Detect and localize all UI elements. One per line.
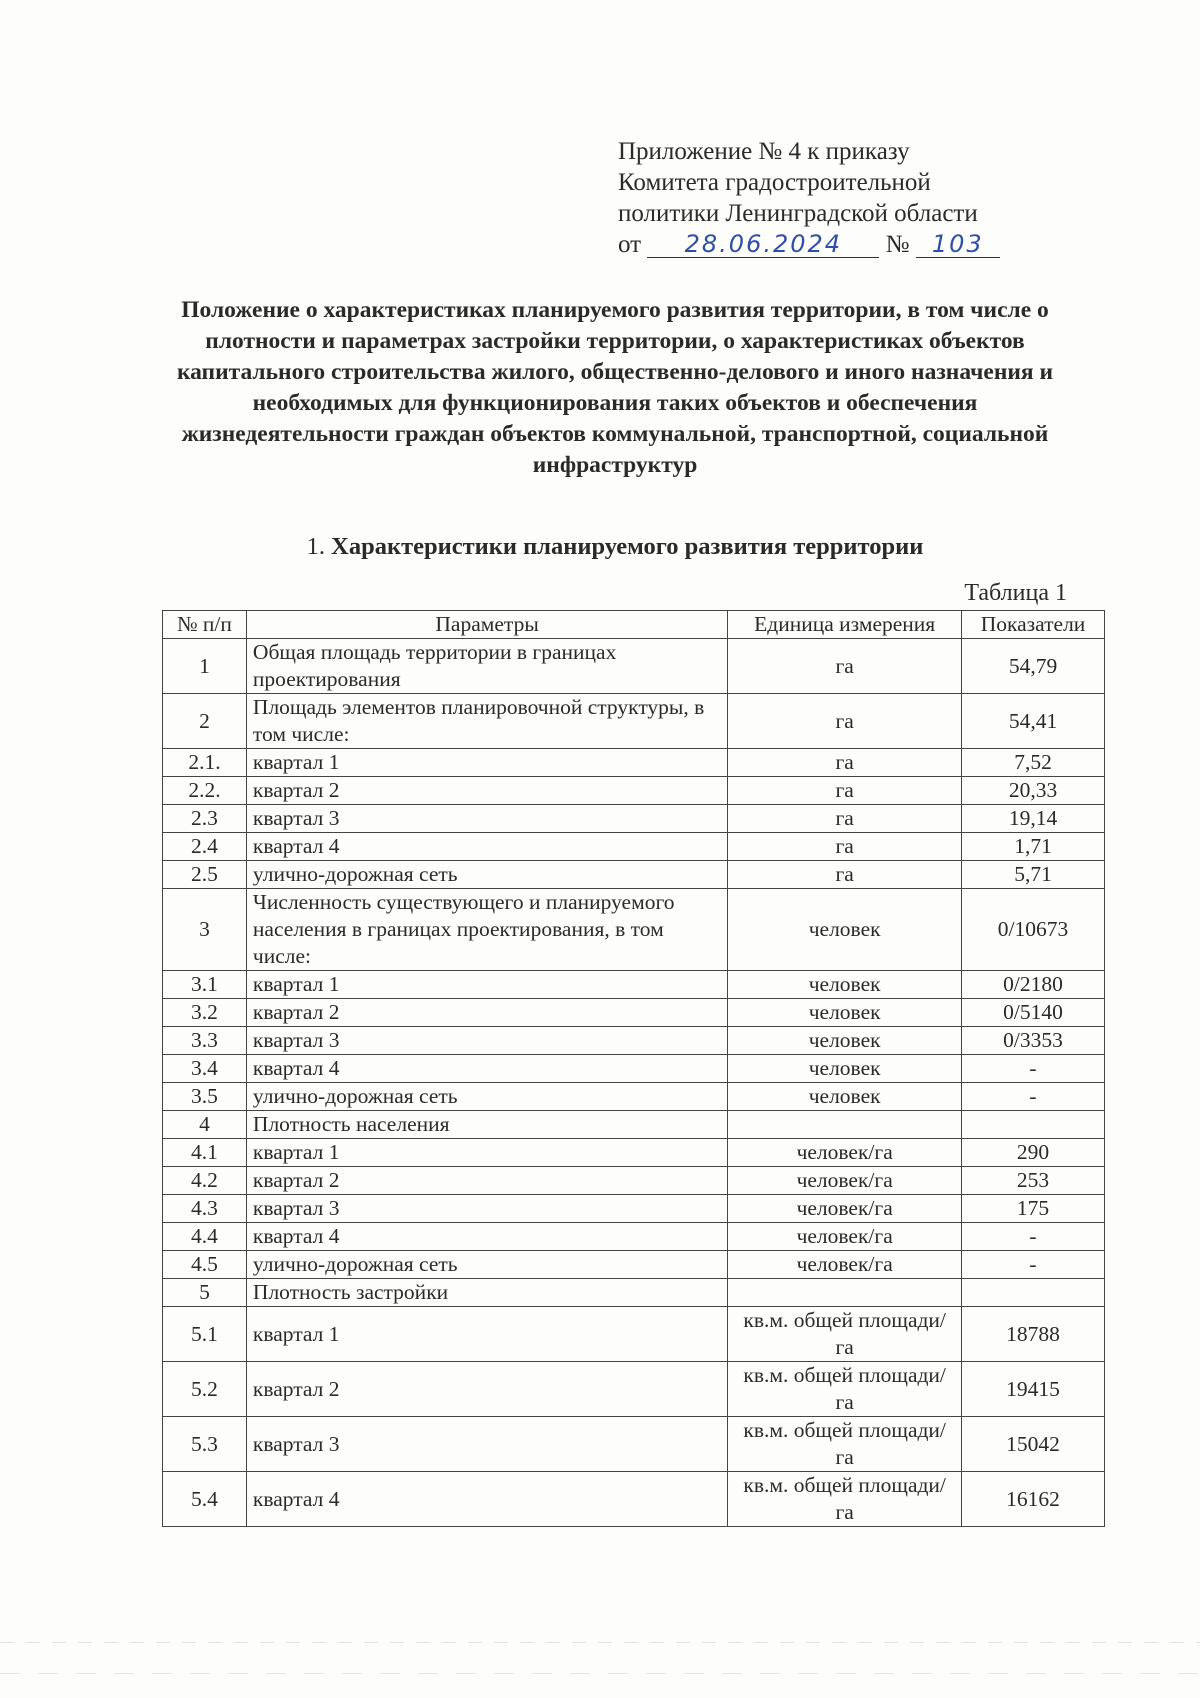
row-unit: человек xyxy=(728,889,962,971)
row-number: 2.4 xyxy=(163,833,247,861)
row-value: 20,33 xyxy=(962,777,1105,805)
row-number: 3.3 xyxy=(163,1027,247,1055)
row-value: 290 xyxy=(962,1139,1105,1167)
row-value: 0/10673 xyxy=(962,889,1105,971)
row-unit: кв.м. общей площади/га xyxy=(728,1362,962,1417)
row-number: 2.1. xyxy=(163,749,247,777)
row-unit: га xyxy=(728,833,962,861)
row-number: 3.4 xyxy=(163,1055,247,1083)
row-value: 0/5140 xyxy=(962,999,1105,1027)
row-parameter: квартал 1 xyxy=(246,1307,727,1362)
row-number: 5.3 xyxy=(163,1417,247,1472)
table-row xyxy=(163,639,1105,694)
row-parameter: квартал 3 xyxy=(246,805,727,833)
section-title xyxy=(150,533,1080,561)
row-unit: га xyxy=(728,805,962,833)
row-value: 15042 xyxy=(962,1417,1105,1472)
row-value: - xyxy=(962,1251,1105,1279)
annex-line-3: политики Ленинградской области xyxy=(618,200,978,227)
table-row xyxy=(163,861,1105,889)
header-parameter: Параметры xyxy=(246,611,727,639)
row-parameter: квартал 4 xyxy=(246,833,727,861)
date-prefix: от xyxy=(618,231,642,258)
row-number: 4.2 xyxy=(163,1167,247,1195)
table-row xyxy=(163,694,1105,749)
table-row xyxy=(163,833,1105,861)
annex-header xyxy=(618,136,1000,260)
row-value: 5,71 xyxy=(962,861,1105,889)
row-parameter: квартал 4 xyxy=(246,1472,727,1527)
row-parameter: квартал 2 xyxy=(246,1362,727,1417)
row-number: 4.1 xyxy=(163,1139,247,1167)
row-number: 4.5 xyxy=(163,1251,247,1279)
row-value: 175 xyxy=(962,1195,1105,1223)
row-parameter: квартал 4 xyxy=(246,1223,727,1251)
row-number: 3 xyxy=(163,889,247,971)
row-unit: человек/га xyxy=(728,1167,962,1195)
row-value: 253 xyxy=(962,1167,1105,1195)
table-row xyxy=(163,1111,1105,1139)
row-parameter: Плотность населения xyxy=(246,1111,727,1139)
table-row xyxy=(163,999,1105,1027)
table-body xyxy=(163,639,1105,1527)
row-value: 19,14 xyxy=(962,805,1105,833)
row-unit: человек xyxy=(728,1027,962,1055)
section-number: 1. xyxy=(306,533,326,560)
row-value: 0/3353 xyxy=(962,1027,1105,1055)
row-unit: человек xyxy=(728,1083,962,1111)
table-row xyxy=(163,805,1105,833)
table-row xyxy=(163,1307,1105,1362)
row-value: 7,52 xyxy=(962,749,1105,777)
row-value xyxy=(962,1111,1105,1139)
row-unit: человек/га xyxy=(728,1139,962,1167)
table-row xyxy=(163,1167,1105,1195)
row-unit: кв.м. общей площади/га xyxy=(728,1417,962,1472)
row-parameter: квартал 3 xyxy=(246,1195,727,1223)
row-parameter: улично-дорожная сеть xyxy=(246,1251,727,1279)
row-number: 5.2 xyxy=(163,1362,247,1417)
table-row xyxy=(163,1417,1105,1472)
row-value: 19415 xyxy=(962,1362,1105,1417)
handwritten-number: 103 xyxy=(931,230,984,258)
document-title: Положение о характеристиках планируемого развития территории, в том числе о плотности и параметрах застройки территории, о характеристиках объектов капитального строительства жилого, общественно-делового и иного назначения и необходимых для функционирования таких объектов и обеспечения жизнедеятельности граждан объектов коммунальной, транспортной, социальной инфраструктур xyxy=(176,297,1054,478)
row-parameter: квартал 3 xyxy=(246,1417,727,1472)
row-unit: кв.м. общей площади/га xyxy=(728,1472,962,1527)
row-unit: га xyxy=(728,639,962,694)
table-row xyxy=(163,1251,1105,1279)
header-unit: Единица измерения xyxy=(728,611,962,639)
row-parameter: Общая площадь территории в границах проектирования xyxy=(246,639,727,694)
table-row xyxy=(163,1472,1105,1527)
row-unit xyxy=(728,1279,962,1307)
row-parameter: Площадь элементов планировочной структуры, в том числе: xyxy=(246,694,727,749)
row-parameter: улично-дорожная сеть xyxy=(246,861,727,889)
row-number: 5 xyxy=(163,1279,247,1307)
row-number: 4.4 xyxy=(163,1223,247,1251)
handwritten-date: 28.06.2024 xyxy=(684,230,843,258)
row-number: 2.2. xyxy=(163,777,247,805)
row-number: 5.4 xyxy=(163,1472,247,1527)
row-number: 3.2 xyxy=(163,999,247,1027)
row-value: 16162 xyxy=(962,1472,1105,1527)
scan-artifact-line xyxy=(0,1642,1200,1643)
row-value: 0/2180 xyxy=(962,971,1105,999)
row-number: 3.1 xyxy=(163,971,247,999)
table-caption: Таблица 1 xyxy=(964,580,1067,606)
row-value: 18788 xyxy=(962,1307,1105,1362)
row-number: 3.5 xyxy=(163,1083,247,1111)
section-heading: Характеристики планируемого развития территории xyxy=(331,533,924,560)
row-value xyxy=(962,1279,1105,1307)
row-parameter: квартал 4 xyxy=(246,1055,727,1083)
row-value: 1,71 xyxy=(962,833,1105,861)
row-parameter: квартал 2 xyxy=(246,999,727,1027)
row-number: 2.3 xyxy=(163,805,247,833)
row-unit: человек xyxy=(728,999,962,1027)
table-row xyxy=(163,777,1105,805)
table-row xyxy=(163,1055,1105,1083)
annex-line-1: Приложение № 4 к приказу xyxy=(618,138,910,165)
row-number: 2 xyxy=(163,694,247,749)
table-row xyxy=(163,1027,1105,1055)
row-unit: га xyxy=(728,861,962,889)
row-number: 1 xyxy=(163,639,247,694)
row-parameter: Численность существующего и планируемого населения в границах проектирования, в том числе: xyxy=(246,889,727,971)
table-row xyxy=(163,1195,1105,1223)
annex-date-line xyxy=(618,229,1000,260)
number-prefix: № xyxy=(885,231,910,258)
row-parameter: квартал 1 xyxy=(246,971,727,999)
row-parameter: квартал 1 xyxy=(246,749,727,777)
row-number: 2.5 xyxy=(163,861,247,889)
row-unit: га xyxy=(728,777,962,805)
row-unit xyxy=(728,1111,962,1139)
row-parameter: квартал 2 xyxy=(246,1167,727,1195)
scan-artifact-line xyxy=(0,1673,1200,1674)
date-field xyxy=(647,229,879,258)
row-unit: га xyxy=(728,694,962,749)
row-unit: кв.м. общей площади/га xyxy=(728,1307,962,1362)
row-value: - xyxy=(962,1223,1105,1251)
row-value: 54,41 xyxy=(962,694,1105,749)
row-unit: человек xyxy=(728,1055,962,1083)
row-unit: человек/га xyxy=(728,1223,962,1251)
table-row xyxy=(163,889,1105,971)
row-number: 4.3 xyxy=(163,1195,247,1223)
row-value: - xyxy=(962,1083,1105,1111)
row-number: 5.1 xyxy=(163,1307,247,1362)
table-header-row xyxy=(163,611,1105,639)
row-unit: человек/га xyxy=(728,1251,962,1279)
parameters-table xyxy=(162,610,1105,1527)
table-row xyxy=(163,971,1105,999)
table-row xyxy=(163,1139,1105,1167)
header-number: № п/п xyxy=(163,611,247,639)
row-parameter: квартал 1 xyxy=(246,1139,727,1167)
row-parameter: улично-дорожная сеть xyxy=(246,1083,727,1111)
row-number: 4 xyxy=(163,1111,247,1139)
row-value: - xyxy=(962,1055,1105,1083)
header-value: Показатели xyxy=(962,611,1105,639)
annex-line-2: Комитета градостроительной xyxy=(618,169,931,196)
table-row xyxy=(163,1279,1105,1307)
table-row xyxy=(163,1083,1105,1111)
number-field xyxy=(916,229,1000,258)
row-parameter: Плотность застройки xyxy=(246,1279,727,1307)
row-unit: га xyxy=(728,749,962,777)
row-unit: человек xyxy=(728,971,962,999)
row-parameter: квартал 3 xyxy=(246,1027,727,1055)
row-value: 54,79 xyxy=(962,639,1105,694)
row-parameter: квартал 2 xyxy=(246,777,727,805)
table-row xyxy=(163,1362,1105,1417)
row-unit: человек/га xyxy=(728,1195,962,1223)
table-row xyxy=(163,749,1105,777)
table-row xyxy=(163,1223,1105,1251)
